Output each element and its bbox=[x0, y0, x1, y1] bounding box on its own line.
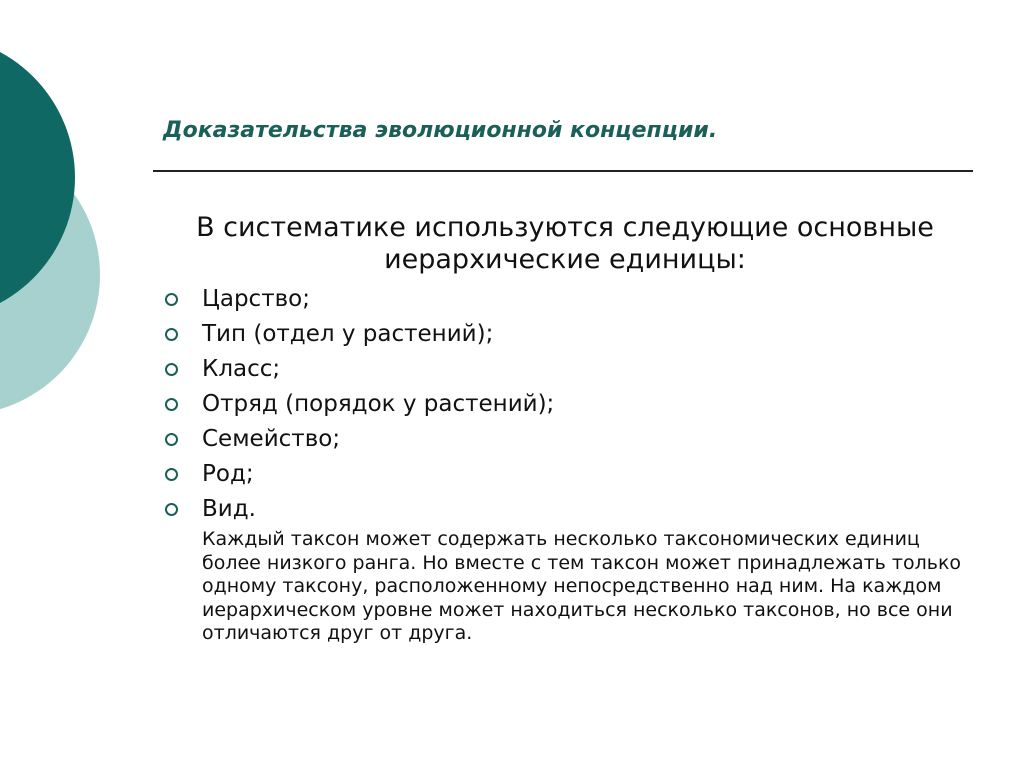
list-item-text: Семейство; bbox=[202, 426, 341, 452]
list-item-text: Царство; bbox=[202, 286, 310, 312]
circle-bullet-icon bbox=[165, 468, 178, 481]
list-item-text: Вид. bbox=[202, 496, 256, 522]
list-item-text: Класс; bbox=[202, 356, 281, 382]
circle-bullet-icon bbox=[165, 293, 178, 306]
circle-bullet-icon bbox=[165, 503, 178, 516]
list-item-text: Тип (отдел у растений); bbox=[202, 321, 494, 347]
circle-bullet-icon bbox=[165, 433, 178, 446]
circle-bullet-icon bbox=[165, 398, 178, 411]
list-item-text: Род; bbox=[202, 461, 254, 487]
list-item-text: Отряд (порядок у растений); bbox=[202, 391, 555, 417]
intro-text: В систематике используются следующие основные иерархические единицы: bbox=[196, 212, 934, 275]
title-divider bbox=[153, 170, 973, 172]
slide-title: Доказательства эволюционной концепции. bbox=[163, 118, 718, 143]
explanation-paragraph: Каждый таксон может содержать несколько таксономических единиц более низкого ранга. Но вместе с тем таксон может принадлежать только одному таксону, расположенному непосредственно над ним. На каждом иерархическом уровне может находиться несколько таксонов, но все они отличаются друг от друга. bbox=[202, 528, 962, 644]
circle-bullet-icon bbox=[165, 328, 178, 341]
circle-bullet-icon bbox=[165, 363, 178, 376]
